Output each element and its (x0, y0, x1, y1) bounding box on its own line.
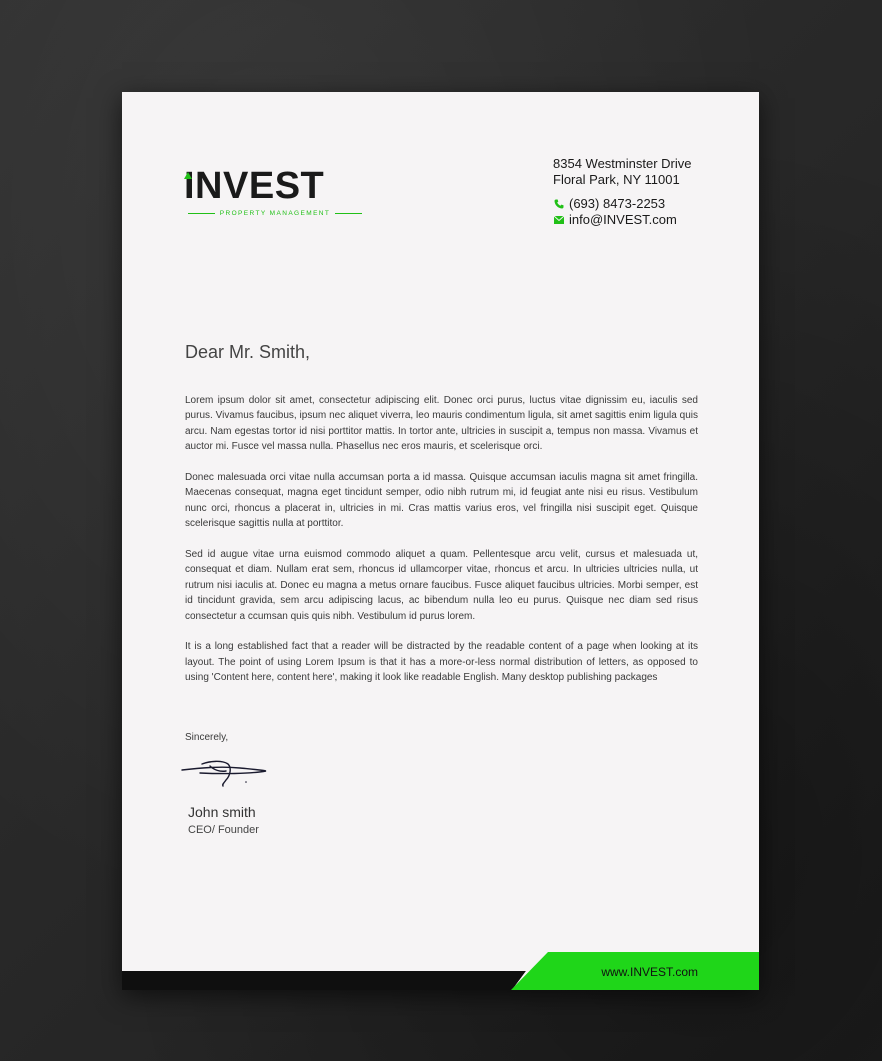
salutation: Dear Mr. Smith, (185, 342, 311, 362)
email-address[interactable]: info@INVEST.com (569, 212, 677, 227)
logo-rule-right (335, 213, 362, 214)
letterhead-sheet (122, 92, 759, 990)
signer-title: CEO/ Founder (188, 824, 259, 836)
signer-name: John smith (188, 804, 256, 820)
logo-wordmark: INVEST (184, 165, 325, 207)
logo-arrow-icon (184, 172, 192, 179)
paragraph-4: It is a long established fact that a reader will be distracted by the readable content of a page when looking at its layout. The point of using Lorem Ipsum is that it has a more-or-less normal distribution of letters, as opposed to using 'Content here, content here', making it look like readable English. Many desktop publishing packages (185, 641, 698, 684)
logo-tagline-row (188, 208, 362, 218)
letter-body (185, 393, 698, 701)
address-line-1: 8354 Westminster Drive (553, 156, 692, 171)
closing: Sincerely, (185, 732, 229, 743)
logo-rule-left (188, 213, 215, 214)
phone-number[interactable]: (693) 8473-2253 (569, 196, 666, 211)
envelope-icon (553, 215, 564, 226)
paragraph-1: Lorem ipsum dolor sit amet, consectetur adipiscing elit. Donec orci purus, luctus vitae dignissim eu, iaculis sed purus. Vivamus faucibus, ipsum nec aliquet viverra, leo mauris condimentum ligula, sit amet sagittis enim ligula quis arcu. Nam egestas tortor id nisi porttitor mattis. In tortor ante, ultricies in suscipit a, tempus non massa. Vivamus et auctor mi. Fusce vel massa nulla. Phasellus nec eros mauris, et scelerisque orci. (185, 395, 698, 453)
phone-row (553, 196, 743, 212)
footer-black-bar (122, 971, 526, 990)
signature-image (180, 752, 270, 792)
contact-block (553, 156, 743, 228)
email-row (553, 212, 743, 228)
paragraph-2: Donec malesuada orci vitae nulla accumsan porta a id massa. Quisque accumsan iaculis magna sit amet fringilla. Maecenas consequat, magna eget tincidunt semper, odio nibh rutrum mi, id feugiat ante nisi eu risus. Vestibulum nunc orci, rhoncus a placerat in, ultricies in mi. Cras mattis varius eros, vel fringilla nisi suscipit eget. Quisque scelerisque sagittis nulla at porttitor. (185, 472, 698, 530)
logo-tagline: PROPERTY MANAGEMENT (219, 209, 331, 217)
phone-icon (553, 199, 564, 210)
address-line-2: Floral Park, NY 11001 (553, 172, 680, 187)
invest-logo (184, 165, 364, 218)
footer-website-link[interactable]: www.INVEST.com (601, 965, 698, 979)
paragraph-3: Sed id augue vitae urna euismod commodo aliquet a quam. Pellentesque arcu velit, cursus et malesuada ut, consequat et diam. Nullam erat sem, rhoncus id ullamcorper vitae, rhoncus et arcu. In ultricies ultricies nulla, ut rutrum nisi iaculis at. Donec eu magna a metus ornare faucibus. Fusce aliquet faucibus ultricies. Morbi semper, est id tincidunt gravida, sem arcu adipiscing lacus, ac bibendum nulla leo eu purus. Quisque nec diam sed risus consectetur a ccumsan quis quis nibh. Vestibulum id purus lorem. (185, 549, 698, 622)
